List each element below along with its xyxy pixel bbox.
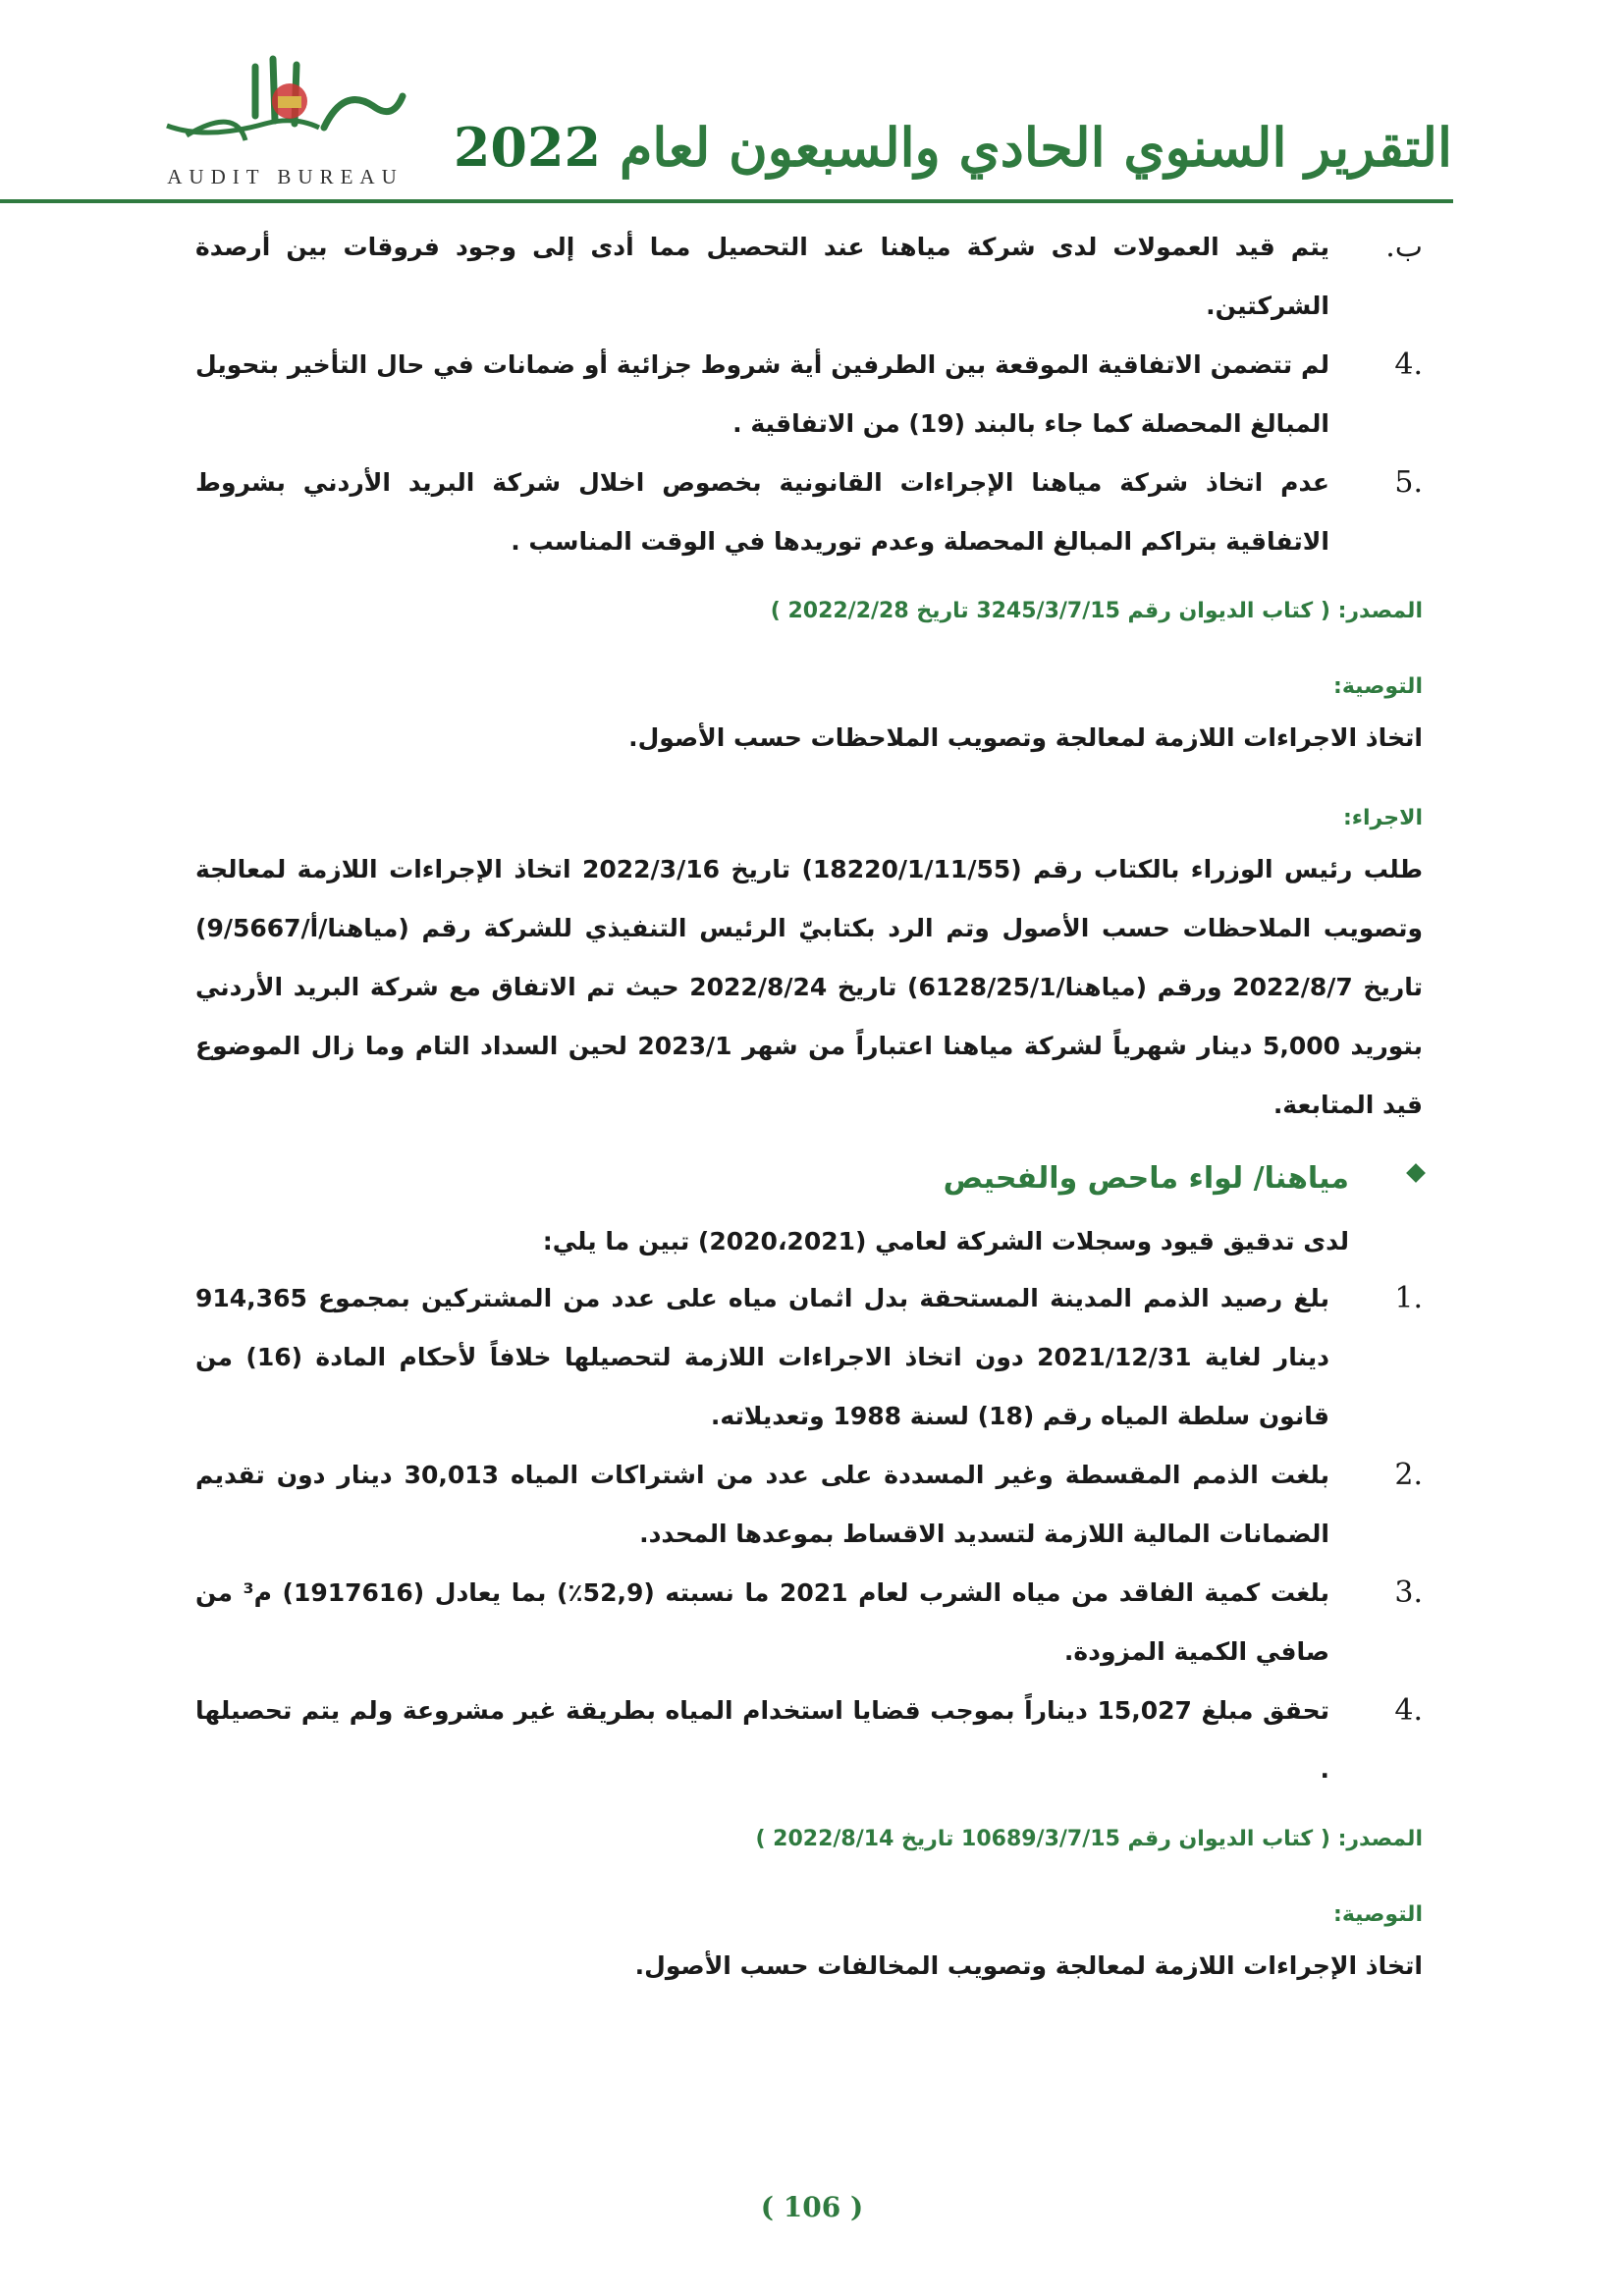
item-text: بلغت الذمم المقسطة وغير المسددة على عدد من اشتراكات المياه 30,013 دينار دون تقديم الضمانات المالية اللازمة لتسديد الاقساط بموعدها المحدد. <box>195 1461 1329 1548</box>
report-year: 2022 <box>453 116 602 179</box>
page-header <box>147 47 1452 194</box>
page-number: ( 106 ) <box>760 2191 864 2223</box>
item-number: .2 <box>1394 1458 1423 1492</box>
section-heading <box>195 1145 1423 1214</box>
action-label: الاجراء: <box>1342 806 1423 830</box>
source-reference: المصدر: ( كتاب الديوان رقم 3245/3/7/15 تاريخ 2022/2/28 ) <box>770 599 1423 623</box>
item-text: لم تتضمن الاتفاقية الموقعة بين الطرفين أية شروط جزائية أو ضمانات في حال التأخير بتحويل المبالغ المحصلة كما جاء بالبند (19) من الاتفاقية . <box>195 350 1329 438</box>
item-number: .4 <box>1394 347 1423 382</box>
diamond-bullet-icon <box>1406 1163 1426 1183</box>
list-item <box>195 218 1423 336</box>
recommendation-label: التوصية: <box>1333 1902 1423 1927</box>
list-item <box>195 336 1423 454</box>
item-text: تحقق مبلغ 15,027 ديناراً بموجب قضايا استخدام المياه بطريقة غير مشروعة ولم يتم تحصيلها . <box>195 1696 1329 1784</box>
recommendation-label: التوصية: <box>1333 674 1423 699</box>
findings-list <box>195 1269 1423 1799</box>
report-title: التقرير السنوي الحادي والسبعون لعام 2022 <box>453 116 1452 179</box>
section-intro: لدى تدقيق قيود وسجلات الشركة لعامي (2020،2021) تبين ما يلي: <box>542 1227 1349 1255</box>
logo-emblem-icon <box>147 47 412 160</box>
section-title: مياهنا/ لواء ماحص والفحيص <box>943 1161 1349 1196</box>
logo-text: AUDIT BUREAU <box>167 165 404 188</box>
list-item <box>195 1564 1423 1682</box>
recommendation-text: اتخاذ الاجراءات اللازمة لمعالجة وتصويب الملاحظات حسب الأصول. <box>628 723 1423 752</box>
list-item <box>195 1682 1423 1799</box>
action-text: طلب رئيس الوزراء بالكتاب رقم (18220/1/11/55) تاريخ 2022/3/16 اتخاذ الإجراءات اللازمة لمعالجة وتصويب الملاحظات حسب الأصول وتم الرد بكتابيّ الرئيس التنفيذي للشركة رقم (مياهنا/أ/9/5667) تاريخ 2022/8/7 ورقم (مياهنا/6128/25/1) تاريخ 2022/8/24 حيث تم الاتفاق مع شركة البريد الأردني بتوريد 5,000 دينار شهرياً لشركة مياهنا اعتباراً من شهر 2023/1 لحين السداد التام وما زال الموضوع قيد المتابعة. <box>195 855 1424 1119</box>
page-content <box>195 218 1423 1996</box>
list-item <box>195 1269 1423 1446</box>
item-text: بلغت كمية الفاقد من مياه الشرب لعام 2021 ما نسبته (52,9٪) بما يعادل (1917616) م³ من صافي الكمية المزودة. <box>195 1578 1329 1666</box>
list-item <box>195 1446 1423 1564</box>
recommendation-text: اتخاذ الإجراءات اللازمة لمعالجة وتصويب المخالفات حسب الأصول. <box>634 1951 1423 1980</box>
header-rule <box>0 199 1453 203</box>
item-text: عدم اتخاذ شركة مياهنا الإجراءات القانونية بخصوص اخلال شركة البريد الأردني بشروط الاتفاقية بتراكم المبالغ المحصلة وعدم توريدها في الوقت المناسب . <box>195 468 1329 556</box>
item-number: .3 <box>1394 1575 1423 1610</box>
source-reference: المصدر: ( كتاب الديوان رقم 10689/3/7/15 تاريخ 2022/8/14 ) <box>755 1827 1423 1851</box>
audit-bureau-logo <box>147 47 412 189</box>
item-number: ب. <box>1385 230 1423 264</box>
item-text: بلغ رصيد الذمم المدينة المستحقة بدل اثمان مياه على عدد من المشتركين بمجموع 914,365 دينار لغاية 2021/12/31 دون اتخاذ الاجراءات اللازمة لتحصيلها خلافاً لأحكام المادة (16) من قانون سلطة المياه رقم (18) لسنة 1988 وتعديلاته. <box>195 1284 1330 1430</box>
item-number: .4 <box>1394 1693 1423 1728</box>
item-number: .5 <box>1394 465 1423 500</box>
item-number: .1 <box>1394 1281 1423 1315</box>
list-item <box>195 454 1423 571</box>
item-text: يتم قيد العمولات لدى شركة مياهنا عند التحصيل مما أدى إلى وجود فروقات بين أرصدة الشركتين. <box>195 233 1329 320</box>
